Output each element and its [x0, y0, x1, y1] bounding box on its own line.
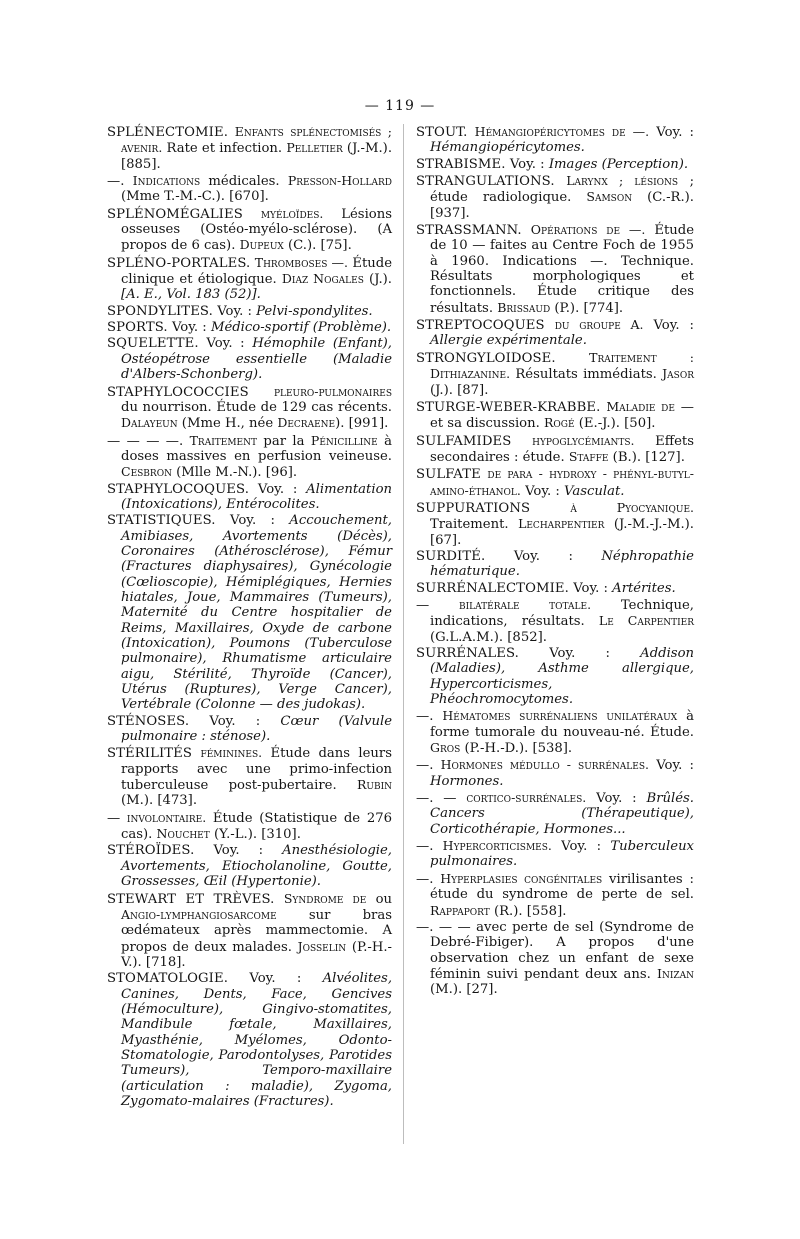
- entry-text: Lésions osseuses (Ostéo-myélo-sclérose). (A propos de 6 cas).: [121, 206, 392, 254]
- entry-smallcaps: féminines.: [200, 745, 263, 761]
- entry-text: Voy. :: [549, 646, 641, 661]
- index-entry: [416, 124, 694, 156]
- entry-text: (P.-H.-V.). [718].: [121, 939, 392, 970]
- entry-text: Voy. :: [520, 483, 565, 499]
- entry-text: Voy. :: [648, 758, 694, 774]
- entry-headword: STRONGYLOIDOSE.: [416, 350, 590, 366]
- index-entry: [107, 124, 392, 172]
- entry-headword: SURDITÉ.: [416, 548, 514, 564]
- entry-crossref: Alvéolites, Canines, Dents, Face, Gencives (Hémoculture), Gingivo-stomatites, Mandibule fœtale, Maxillaires, Myasthénie, Myélomes, Odonto-Stomatologie, Parodontolyses, Parotides Tumeurs), Temporo-maxillaire (articulation : maladie), Zygoma, Zygomato-malaires (Fractures).: [121, 971, 393, 1109]
- entry-text: Résultats immédiats.: [510, 367, 663, 383]
- entry-crossref: Hémangiopéricytomes.: [430, 140, 585, 156]
- entry-text: Voy. :: [649, 125, 695, 140]
- entry-headword: SURRÉNALECTOMIE.: [416, 580, 574, 596]
- entry-text: Voy. :: [643, 318, 694, 334]
- entry-smallcaps: Inizan: [657, 965, 694, 981]
- entry-text: (J.).: [363, 272, 392, 288]
- column-divider: [403, 124, 404, 1144]
- entry-smallcaps: Syndrome de: [283, 890, 367, 906]
- entry-smallcaps: Nouchet: [156, 826, 210, 842]
- index-entry: [416, 350, 694, 398]
- entry-headword: SPONDYLITES.: [107, 303, 218, 319]
- entry-crossref: Pelvi-spondylites.: [256, 303, 373, 319]
- entry-headword: SPLÉNO-PORTALES.: [107, 255, 255, 271]
- entry-text: Voy. :: [217, 303, 257, 319]
- entry-smallcaps: Samson: [586, 189, 633, 205]
- entry-headword: SULFAMIDES: [416, 433, 533, 449]
- entry-smallcaps: Rogé: [544, 415, 575, 431]
- entry-smallcaps: Decraene: [277, 415, 336, 431]
- entry-smallcaps: hypoglycémiants.: [532, 432, 635, 448]
- entry-smallcaps: Gros: [430, 740, 461, 756]
- entry-text: —.: [416, 839, 443, 855]
- entry-smallcaps: Hémangiopéricytomes de —.: [474, 124, 650, 139]
- entry-text: sur bras œdémateux après mammectomie. A propos de deux malades.: [121, 907, 392, 955]
- entry-crossref: Cœur (Valvule pulmonaire : sténose).: [121, 713, 393, 745]
- entry-headword: STÉNOSES.: [107, 713, 210, 729]
- entry-text: virilisantes : étude du syndrome de perte de sel.: [430, 871, 694, 903]
- entry-text: (B.). [127].: [608, 449, 685, 465]
- entry-text: (M.). [27].: [430, 982, 498, 998]
- entry-smallcaps: Rappaport: [430, 902, 490, 918]
- entry-text: (R.). [558].: [489, 903, 567, 919]
- entry-smallcaps: Dalayeun: [121, 415, 178, 431]
- entry-text: Traitement.: [430, 517, 519, 533]
- entry-crossref: Tuberculeux pulmonaires.: [430, 839, 694, 870]
- entry-smallcaps: Le Carpentier: [598, 613, 695, 629]
- index-entry: [416, 790, 694, 837]
- entry-text: — et sa discussion.: [430, 399, 694, 432]
- entry-headword: SULFATE: [416, 467, 488, 483]
- entry-smallcaps: à Pyocyanique.: [570, 499, 694, 515]
- entry-headword: STOUT.: [416, 125, 475, 140]
- index-entry: [416, 466, 694, 499]
- entry-smallcaps: Presson-Hollard: [287, 173, 392, 189]
- entry-text: Voy. :: [206, 336, 253, 352]
- entry-smallcaps: Pelletier: [286, 140, 343, 156]
- index-entry: [107, 206, 392, 254]
- index-entry: [416, 317, 694, 349]
- entry-text: Étude de 10 — faites au Centre Foch de 1955 à 1960. Indications —. Technique. Résultats morphologiques et fonctionnels. Étude critique des résultats.: [430, 223, 695, 316]
- entry-text: (G.L.A.M.). [852].: [430, 629, 547, 645]
- entry-text: (C.-R.). [937].: [430, 190, 694, 221]
- entry-crossref: Artérites.: [612, 580, 676, 596]
- entry-crossref: Médico-sportif (Problème).: [210, 320, 392, 336]
- index-entry: [416, 581, 694, 596]
- entry-smallcaps: Dupeux: [239, 237, 284, 253]
- entry-text: Effets secondaires : étude.: [430, 433, 695, 465]
- entry-text: (P.). [774].: [550, 300, 624, 316]
- entry-text: —.: [416, 758, 441, 774]
- entry-text: à doses massives en perfusion veineuse.: [121, 433, 392, 464]
- entry-text: Voy. :: [513, 548, 602, 564]
- entry-headword: SURRÉNALES.: [416, 646, 550, 661]
- entry-text: (E.-J.). [50].: [574, 416, 656, 432]
- entry-text: par la: [256, 433, 311, 449]
- entry-headword: STURGE-WEBER-KRABBE.: [416, 399, 607, 415]
- entry-crossref: Accouchement, Amibiases, Avortements (Décès), Coronaires (Athérosclérose), Fémur (Fractures diaphysaires), Gynécologie (Cœlioscopie), Hémiplégiques, Hernies hiatales, Joue, Mammaires (Tumeurs), Maternité du Centre hospitalier de Reims, Maxillaires, Oxyde de carbone (Intoxication), Poumons (Tuberculose pulmonaire), Rhumatisme articulaire aigu, Stérilité, Thyroïde (Cancer), Utérus (Ruptures), Verge Cancer), Vertébrale (Colonne — des judokas).: [121, 513, 393, 713]
- index-entry: [416, 838, 694, 870]
- entry-smallcaps: Maladie de: [606, 398, 675, 414]
- index-entry: [416, 500, 694, 548]
- entry-crossref: Hémophile (Enfant), Ostéopétrose essentielle (Maladie d'Albers-Schonberg).: [121, 336, 392, 383]
- index-entry: [107, 745, 392, 808]
- entry-smallcaps: Indications: [132, 173, 201, 189]
- entry-text: (Mme H., née: [177, 416, 278, 432]
- entry-smallcaps: Enfants splénectomisés ; avenir.: [121, 124, 392, 156]
- entry-smallcaps: pleuro-pulmonaires: [273, 383, 392, 399]
- entry-smallcaps: Rubin: [356, 777, 392, 793]
- index-entry: [416, 222, 694, 316]
- entry-headword: SPLÉNOMÉGALIES: [107, 206, 261, 222]
- index-entry: [416, 871, 694, 919]
- entry-crossref: Addison (Maladies), Asthme allergique, Hypercorticismes, Phéochromocytomes.: [430, 646, 694, 708]
- entry-text: (J.-M.). [885].: [121, 141, 393, 172]
- entry-smallcaps: Diaz Nogales: [281, 271, 364, 287]
- index-entry: [416, 646, 694, 707]
- entry-smallcaps: du groupe A.: [554, 317, 644, 333]
- entry-text: — — — —.: [107, 433, 190, 449]
- entry-headword: STRABISME.: [416, 156, 510, 172]
- entry-smallcaps: Lecharpentier: [518, 516, 605, 532]
- entry-headword: SPLÉNECTOMIE.: [107, 125, 235, 140]
- entry-smallcaps: Traitement: [189, 432, 257, 448]
- entry-smallcaps: Josselin: [297, 938, 347, 954]
- entry-text: —: [416, 597, 460, 613]
- index-entry: [107, 482, 392, 513]
- entry-text: Étude clinique et étiologique.: [121, 255, 392, 288]
- entry-text: du nourrison. Étude de 129 cas récents.: [121, 399, 392, 415]
- entry-headword: SPORTS.: [107, 320, 172, 336]
- entry-headword: STÉRILITÉS: [107, 746, 201, 762]
- entry-text: —.: [416, 709, 443, 725]
- index-entry: [107, 513, 392, 712]
- entry-smallcaps: Pénicilline: [310, 432, 378, 448]
- entry-smallcaps: bilatérale totale.: [459, 596, 592, 612]
- entry-text: Voy. :: [257, 481, 307, 497]
- entry-smallcaps: Jasor: [662, 366, 694, 382]
- entry-headword: STAPHYLOCOQUES.: [107, 481, 258, 497]
- index-entry: [107, 891, 392, 971]
- entry-text: (C.). [75].: [283, 238, 352, 254]
- entry-headword: SUPPURATIONS: [416, 500, 571, 516]
- entry-crossref: Brûlés. Cancers (Thérapeutique), Corticothérapie, Hormones...: [430, 791, 694, 837]
- index-entry: [107, 971, 392, 1109]
- index-entry: [107, 304, 392, 319]
- entry-headword: STRANGULATIONS.: [416, 174, 567, 190]
- index-entry: [107, 384, 392, 432]
- entry-text: (M.). [473].: [121, 793, 198, 809]
- entry-text: à forme tumorale du nouveau-né. Étude.: [430, 709, 694, 740]
- index-entry: [416, 399, 694, 432]
- entry-crossref: Images (Perception).: [548, 156, 689, 172]
- entry-text: —. —: [416, 791, 467, 807]
- index-entry: [416, 433, 694, 466]
- entry-text: ). [991].: [335, 416, 389, 432]
- entry-smallcaps: Traitement : Dithiazanine.: [430, 349, 694, 382]
- entry-headword: STÉROÏDES.: [107, 843, 214, 859]
- entry-smallcaps: Hormones médullo - surrénales.: [440, 757, 649, 773]
- entry-text: Voy. :: [509, 156, 549, 172]
- entry-smallcaps: Opérations de —.: [530, 222, 646, 238]
- index-entry: [416, 920, 694, 998]
- entry-headword: STOMATOLOGIE.: [107, 971, 250, 987]
- page-number: — 119 —: [364, 98, 436, 114]
- entry-text: Étude (Statistique de 276 cas).: [121, 810, 392, 843]
- index-entry: [107, 255, 392, 303]
- index-entry: [416, 708, 694, 756]
- entry-text: (Y.-L.). [310].: [209, 827, 301, 843]
- left-column: [107, 124, 392, 1110]
- index-entry: [107, 173, 392, 205]
- entry-text: (Mme T.-M.-C.). [670].: [121, 189, 269, 205]
- entry-headword: STREPTOCOQUES: [416, 318, 555, 334]
- entry-headword: STEWART ET TRÈVES.: [107, 891, 284, 907]
- entry-crossref: Anesthésiologie, Avortements, Etiocholanoline, Goutte, Grossesses, Œil (Hypertonie).: [121, 843, 392, 890]
- entry-smallcaps: de para - hydroxy - phényl-butyl-amino-éthanol.: [430, 466, 694, 498]
- entry-text: (Mlle M.-N.). [96].: [171, 465, 298, 481]
- entry-smallcaps: Staffe: [568, 448, 609, 464]
- entry-text: ou: [366, 891, 392, 907]
- entry-crossref: Vasculat.: [564, 483, 625, 499]
- entry-smallcaps: cortico-surrénales.: [466, 790, 587, 806]
- index-entry: [416, 757, 694, 789]
- entry-crossref: Hormones.: [430, 773, 504, 789]
- entry-text: —.: [416, 871, 441, 887]
- index-entry: [107, 433, 392, 481]
- index-entry: [107, 810, 392, 843]
- entry-text: —.: [107, 174, 133, 190]
- entry-text: Voy. :: [586, 791, 647, 807]
- entry-smallcaps: Thromboses —.: [254, 254, 348, 270]
- index-entry: [416, 549, 694, 580]
- entry-text: Étude dans leurs rapports avec une primo-infection tuberculeuse post-pubertaire.: [121, 746, 392, 794]
- entry-crossref: [A. E., Vol. 183 (52)].: [121, 287, 261, 303]
- entry-text: (J.). [87].: [430, 382, 489, 398]
- entry-text: —. — — avec perte de sel (Syndrome de Debré-Fibiger). A propos d'une observation chez un enfant de sexe féminin suivi pendant deux ans.: [416, 919, 694, 982]
- entry-smallcaps: Hématomes surrénaliens unilatéraux: [442, 708, 678, 724]
- right-column: [416, 124, 694, 999]
- entry-smallcaps: Hyperplasies congénitales: [440, 870, 603, 886]
- index-entry: [416, 173, 694, 221]
- entry-smallcaps: Cesbron: [121, 464, 172, 480]
- index-entry: [416, 157, 694, 172]
- entry-headword: STATISTIQUES.: [107, 513, 231, 529]
- entry-headword: SQUELETTE.: [107, 336, 207, 352]
- entry-crossref: Alimentation (Intoxications), Entérocolites.: [121, 481, 392, 512]
- index-entry: [416, 597, 694, 645]
- entry-text: (P.-H.-D.). [538].: [460, 741, 573, 757]
- index-entry: [107, 714, 392, 745]
- entry-text: Voy. :: [171, 320, 211, 336]
- index-entry: [107, 843, 392, 889]
- index-entry: [107, 320, 392, 335]
- entry-smallcaps: Larynx ; lésions: [566, 173, 679, 189]
- entry-smallcaps: myéloïdes.: [260, 205, 324, 221]
- entry-text: Technique, indications, résultats.: [430, 597, 694, 630]
- entry-text: Voy. :: [249, 971, 323, 987]
- entry-text: —: [107, 810, 127, 826]
- entry-text: Voy. :: [230, 513, 290, 529]
- entry-text: Voy. :: [573, 580, 613, 596]
- entry-text: ; étude radiologique.: [430, 174, 695, 206]
- entry-smallcaps: Hypercorticismes.: [442, 838, 552, 854]
- entry-headword: STRASSMANN.: [416, 223, 531, 239]
- entry-smallcaps: Brissaud: [497, 299, 551, 315]
- entry-text: Voy. :: [213, 843, 283, 859]
- entry-text: Rate et infection.: [162, 141, 287, 157]
- entry-headword: STAPHYLOCOCCIES: [107, 384, 274, 400]
- entry-crossref: Allergie expérimentale.: [430, 333, 587, 349]
- entry-smallcaps: Angio-lymphangiosarcome: [121, 906, 277, 922]
- entry-text: (J.-M.-J.-M.). [67].: [430, 517, 694, 548]
- entry-text: Voy. :: [551, 839, 611, 855]
- entry-text: Voy. :: [209, 713, 281, 729]
- entry-smallcaps: involontaire.: [126, 809, 207, 825]
- entry-crossref: Néphropathie hématurique.: [430, 548, 694, 580]
- entry-text: médicales.: [200, 174, 288, 190]
- index-entry: [107, 336, 392, 382]
